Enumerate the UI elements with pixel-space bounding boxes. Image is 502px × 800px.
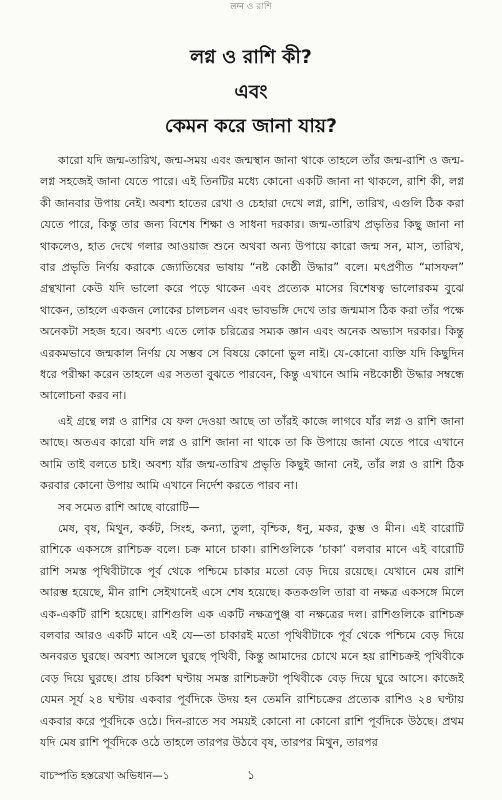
page-number: ১ xyxy=(247,768,255,782)
chapter-title: লগ্ন ও রাশি কী? xyxy=(190,46,312,68)
paragraph-2: এই গ্রন্থে লগ্ন ও রাশির যে ফল দেওয়া আছে তা তাঁরই কাজে লাগবে যাঁর লগ্ন ও রাশি জানা আছে। অতএব কারো যদি লগ্ন ও রাশি জানা না থাকে তা কি উপায়ে জানা যেতে পারে এখানে আমি তাই বলতে চাই। অবশ্য যাঁর জন্ম-তারিখ প্রভৃতি কিছুই জানা নেই, তাঁর লগ্ন ও রাশি ঠিক করবার কোনো উপায় আমি এখানে নির্দেশ করতে পারব না। xyxy=(40,414,464,493)
running-head: लग्न ও রাশি xyxy=(230,2,272,12)
paragraph-3: মেষ, বৃষ, মিথুন, কর্কট, সিংহ, কন্যা, তুলা, বৃশ্চিক, ধনু, মকর, কুম্ভ ও মীন। এই বারোটি রাশিকে একসঙ্গে রাশিচক্র বলে। চক্র মানে চাকা। রাশিগুলিকে ‘চাকা’ বলবার মানে এই বারোটি রাশি সমস্ত পৃথিবীটাকে পূর্ব থেকে পশ্চিমে চাকার মতো বেড় দিয়ে রয়েছে। যেখানে মেষ রাশি আরম্ভ হয়েছে, মীন রাশি সেইখানেই এসে শেষ হয়েছে। কতকগুলি তারা বা নক্ষত্র একসঙ্গে মিলে এক-একটি রাশি হয়েছে। রাশিগুলি এক একটি নক্ষত্রপুঞ্জ বা নক্ষত্রের দল। রাশিগুলিকে রাশিচক্র বলবার আরও একটি মানে এই যে—তা চাকারই মতো পৃথিবীটাকে পূর্ব থেকে পশ্চিমে বেড় দিয়ে অনবরত ঘুরছে। অবশ্য আসলে ঘুরছে পৃথিবী, কিন্তু আমাদের চোখে মনে হয় রাশিচক্রই পৃথিবীকে বেড় দিয়ে ঘুরছে। প্রায় চব্বিশ ঘণ্টায় সমস্ত রাশিচক্রটা পৃথিবীকে বেড় দিয়ে ঘুরে আসে। কাজেই যেমন সূর্য ২৪ ঘণ্টায় একবার পূর্বদিকে উদয় হন তেমনি রাশিচক্রের প্রত্যেক রাশিও ২৪ ঘণ্টায় একবার করে পূর্বদিকে ওঠে। দিন-রাতে সব সময়ই কোনো না কোনো রাশি পূর্বদিকে উঠছে। প্রথম যদি মেষ রাশি পূর্বদিকে ওঠে তাহলে তারপর উঠবে বৃষ, তারপর মিথুন, তারপর xyxy=(40,521,464,749)
chapter-title-connector: এবং xyxy=(234,81,268,103)
footer-book-title: বাচস্পতি হস্তরেখা অভিধান—১ xyxy=(40,770,170,782)
list-intro: সব সমেত রাশি আছে বারোটি— xyxy=(58,500,200,514)
body-text xyxy=(40,150,464,753)
paragraph-1: কারো যদি জন্ম-তারিখ, জন্ম-সময় এবং জন্মস্থান জানা থাকে তাহলে তাঁর জন্ম-রাশি ও জন্ম-লগ্ন সহজেই জানা যেতে পারে। এই তিনটির মধ্যে কোনো একটি জানা না থাকলে, রাশি কী, লগ্ন কী জানবার উপায় নেই। অবশ্য হাতের রেখা ও চেহারা দেখে লগ্ন, রাশি, তারিখ, এগুলি ঠিক করা যেতে পারে, কিন্তু তার জন্য বিশেষ শিক্ষা ও সাধনা দরকার। জন্ম-তারিখ প্রভৃতির কিছু জানা না থাকলেও, হাত দেখে গলার আওয়াজ শুনে অথবা অন্য উপায়ে কারো জন্ম সন, মাস, তারিখ, বার প্রভৃতি নির্ণয় করাকে জ্যোতিষের ভাষায় “নষ্ট কোষ্ঠী উদ্ধার” বলে। মৎপ্রণীত “মাসফল” গ্রন্থখানা কেউ যদি ভালো করে পড়ে থাকেন এবং প্রত্যেক মাসের বিশেষত্ব ভালোরকম বুঝে থাকেন, তাহলে একজন লোকের চালচলন এবং ভাবভঙ্গি দেখে তার জন্মমাস ঠিক করা তাঁর পক্ষে অনেকটা সহজ হবে। অবশ্য এতে লোক চরিত্রের সম্যক জ্ঞান এবং অনেক অভ্যাস দরকার। কিন্তু এরকমভাবে জন্মকাল নির্ণয় যে সম্ভব সে বিষয়ে কোনো ভুল নাই। যে-কোনো ব্যক্তি যদি কিছুদিন ধরে পরীক্ষা করেন তাহলে এর সততা বুঝতে পারবেন, কিন্তু এখানে আমি নষ্টকোষ্ঠী উদ্ধার সম্বন্ধে আলোচনা করব না। xyxy=(40,154,464,403)
chapter-subtitle: কেমন করে জানা যায়? xyxy=(164,115,338,137)
